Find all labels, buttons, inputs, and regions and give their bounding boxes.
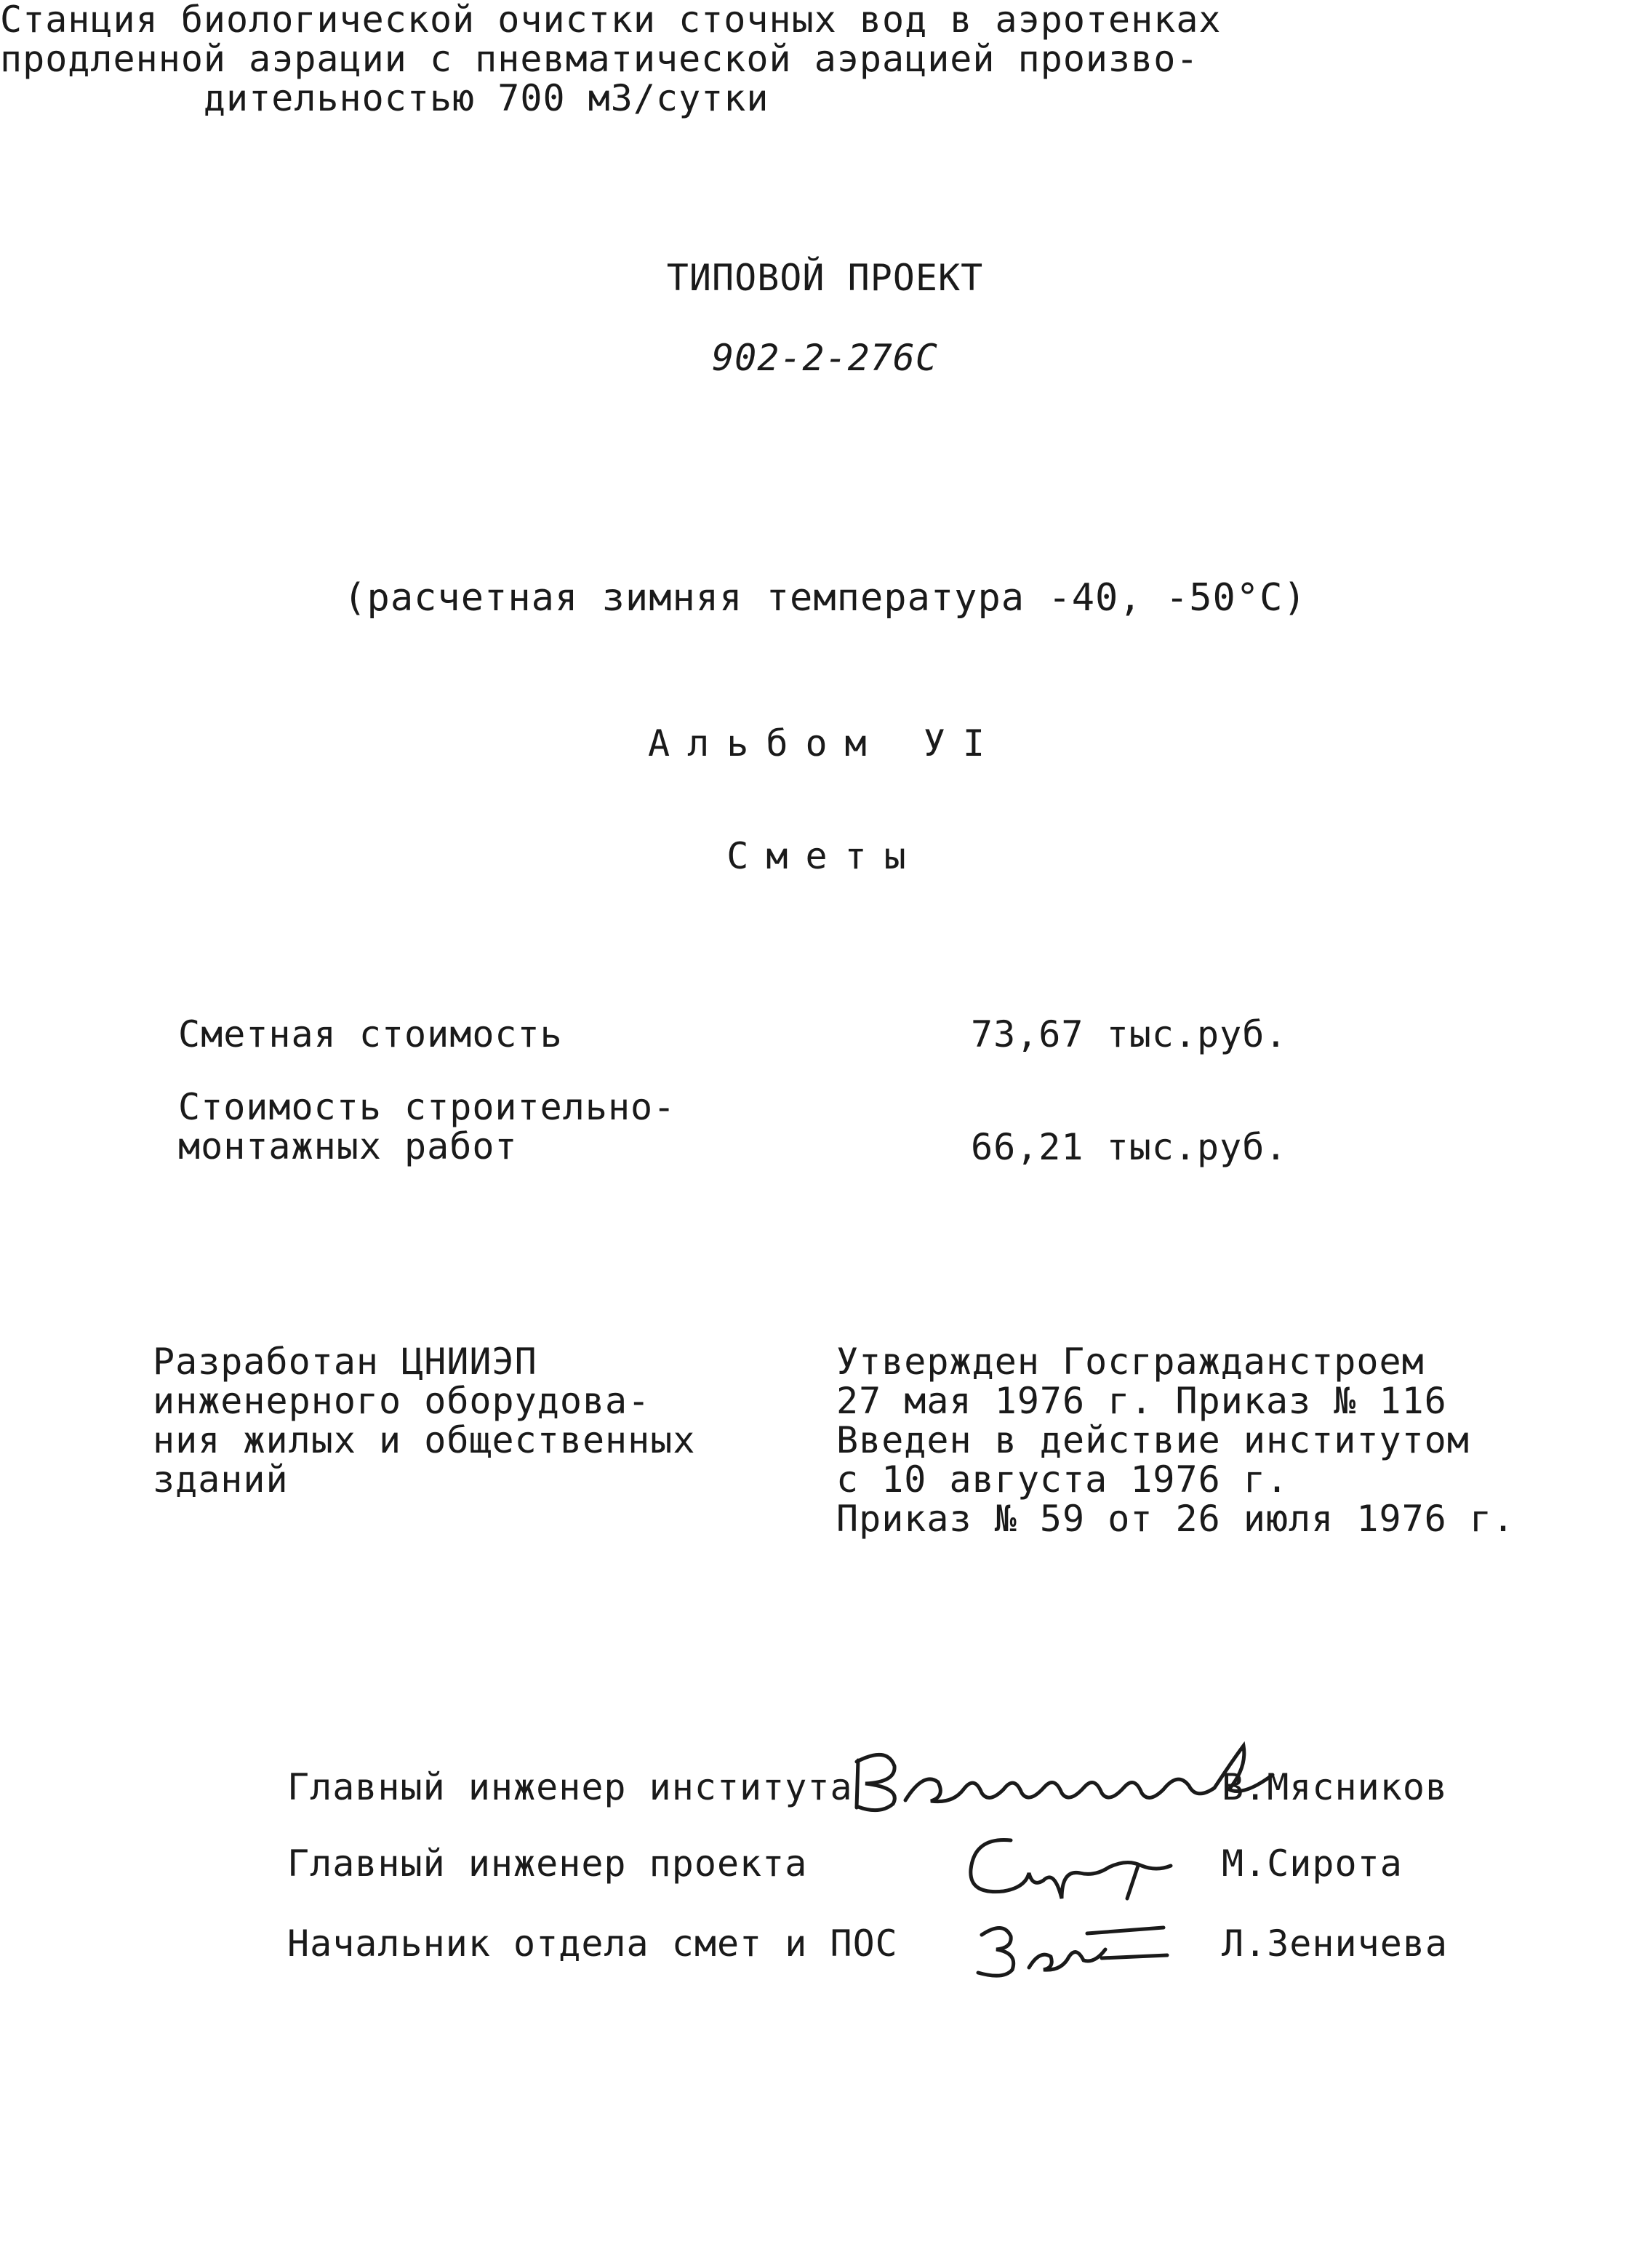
title-line: дительностью 700 м3/сутки: [0, 77, 769, 119]
title-line: продленной аэрации с пневматической аэрацией произво-: [0, 38, 1199, 80]
signature-name: М.Сирота: [1222, 1842, 1403, 1885]
section-label: Сметы: [726, 835, 924, 877]
album-label: Альбом УI: [648, 722, 1002, 764]
construction-cost-value: 66,21 тыс.руб.: [971, 1126, 1288, 1168]
estimated-cost-value: 73,67 тыс.руб.: [971, 1013, 1288, 1055]
developer-block: Разработан ЦНИИЭП инженерного оборудова- ния жилых и общественных зданий: [153, 1341, 696, 1501]
signature-name: Л.Зеничева: [1222, 1922, 1449, 1965]
estimated-cost-label: Сметная стоимость: [178, 1013, 563, 1055]
construction-cost-label: Стоимость строительно- монтажных работ: [178, 1086, 676, 1167]
document-type-heading: ТИПОВОЙ ПРОЕКТ: [666, 257, 984, 299]
approval-block: Утвержден Госгражданстроем 27 мая 1976 г. Приказ № 116 Введен в действие институтом с 10 августа 1976 г. Приказ № 59 от 26 июля 1976 г.: [836, 1341, 1515, 1540]
document-number: 902-2-276С: [711, 337, 939, 379]
handwritten-signature-icon: [953, 1829, 1200, 1917]
handwritten-signature-icon: [960, 1906, 1178, 1986]
signature-role: Главный инженер проекта: [287, 1842, 808, 1885]
signature-role: Начальник отдела смет и ПОС: [287, 1922, 898, 1965]
temperature-note: (расчетная зимняя температура -40, -50°С): [343, 576, 1307, 620]
title-line: Станция биологической очистки сточных вод в аэротенках: [0, 0, 1222, 41]
signature-name: В.Мясников: [1222, 1766, 1449, 1808]
signature-role: Главный инженер института: [287, 1766, 853, 1808]
